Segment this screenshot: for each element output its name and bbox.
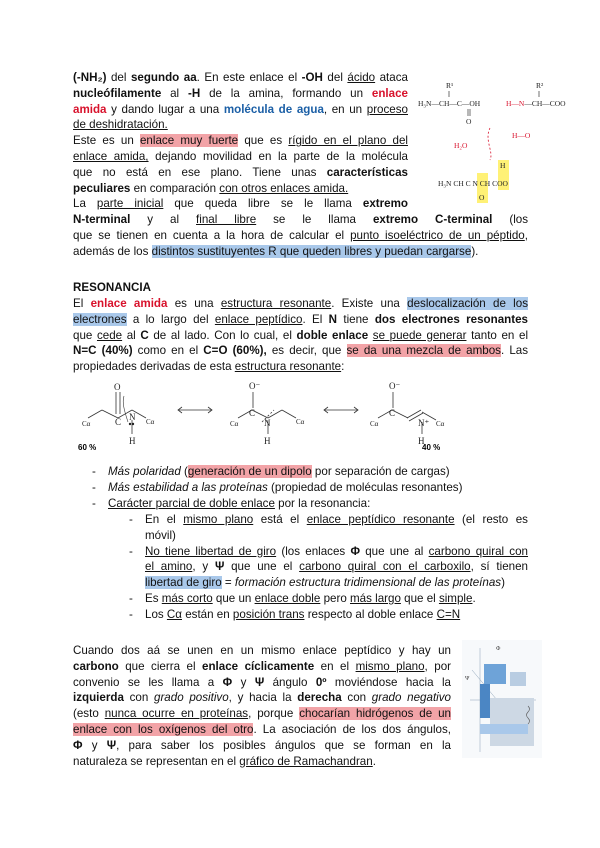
- text-line: [73, 212, 528, 228]
- region: [490, 698, 534, 746]
- text-run: que: [73, 328, 97, 342]
- text-line: [73, 117, 408, 133]
- text-run: carbono quiral con el carboxilo: [299, 560, 471, 574]
- text-run: (propiedad de moléculas resonantes): [267, 480, 463, 494]
- text-run: con: [341, 691, 372, 705]
- text-run: C=N: [436, 607, 461, 621]
- text-run: enlace amida,: [73, 149, 149, 163]
- r2-label: R²: [536, 81, 544, 90]
- text-run: Cα: [166, 607, 182, 621]
- text-run: chocarían hidrógenos de un: [299, 707, 451, 721]
- text-run: enlace cíclicamente: [202, 659, 315, 673]
- text-run: Cuando dos aá se unen en un mismo enlace peptídico y hay un: [73, 644, 451, 657]
- atom-n: N: [129, 412, 136, 422]
- text-run: de la amina, formando un: [200, 86, 372, 100]
- product-molecule: H₃N CH C N CH COO: [438, 179, 508, 188]
- text-run: carbono: [73, 659, 119, 673]
- bond: [282, 410, 296, 418]
- properties-sublist: [145, 512, 528, 623]
- atom-c: C: [389, 408, 396, 418]
- section-heading-resonancia: RESONANCIA: [73, 281, 151, 294]
- text-run: deslocalización de los: [407, 297, 528, 310]
- text-run: dejando movilidad en la parte de la molécula: [148, 149, 409, 163]
- text-run: generación de un dipolo: [187, 465, 312, 478]
- text-run: .: [372, 754, 376, 768]
- text-run: No tiene libertad de giro: [145, 544, 277, 558]
- prod-h-label: H: [500, 161, 506, 170]
- atom-ca: Cα: [296, 418, 305, 426]
- text-run: pero: [320, 591, 350, 605]
- text-run: Φ: [350, 544, 360, 558]
- region: [480, 684, 490, 718]
- text-run: final libre: [196, 213, 257, 226]
- lone-pair: [129, 423, 131, 425]
- text-run: tiene: [337, 312, 375, 326]
- text-run: que se tienen en cuenta a la hora de calcular el: [73, 228, 351, 242]
- text-run: respecto al doble enlace: [304, 607, 437, 621]
- text-line: [73, 196, 408, 212]
- text-run: características: [326, 165, 408, 179]
- text-run: tanto en el: [466, 328, 529, 342]
- text-run: extremo: [362, 197, 408, 211]
- text-run: N-terminal: [73, 213, 131, 226]
- text-run: (: [180, 465, 188, 478]
- text-run: -OH: [301, 71, 323, 84]
- text-line: [73, 86, 408, 102]
- atom-ca: Cα: [436, 420, 445, 428]
- text-line: [73, 754, 451, 770]
- ho-label: H—O: [512, 131, 531, 140]
- region: [480, 724, 528, 734]
- text-run: de al lado. Con lo cual, el: [148, 328, 297, 342]
- text-run: :: [341, 360, 345, 374]
- list-item: [108, 496, 528, 512]
- text-run: derecha: [297, 691, 342, 705]
- text-run: que el: [400, 591, 439, 605]
- text-run: el amino: [145, 560, 193, 574]
- right-molecule-h: H—N: [506, 99, 525, 108]
- text-run: 0º: [315, 675, 327, 689]
- paragraph-resonancia: [73, 296, 528, 375]
- text-run: .: [472, 591, 476, 605]
- text-line: [73, 722, 451, 738]
- text-run: está el: [253, 513, 307, 526]
- text-run: distintos sustituyentes R que queden libres y puedan cargarse: [151, 244, 472, 258]
- text-run: formación estructura tridimensional de las proteínas: [234, 576, 502, 590]
- properties-list: [108, 464, 528, 511]
- text-line: [73, 102, 408, 118]
- text-run: molécula de agua: [223, 102, 324, 116]
- prod-o-label: O: [479, 193, 485, 202]
- text-line: [73, 133, 408, 149]
- lone-pair: [132, 423, 134, 425]
- text-run: cede: [96, 328, 123, 342]
- resonance-structures-figure: [78, 380, 508, 456]
- text-run: enlace muy fuerte: [139, 134, 239, 148]
- paragraph-amide-formation: [73, 70, 408, 212]
- text-run: enlace con los oxígenos del otro: [73, 722, 254, 736]
- text-line: [73, 296, 528, 312]
- atom-o: O: [114, 382, 121, 392]
- text-run: mismo plano: [355, 659, 425, 673]
- text-run: estructura resonante: [220, 297, 332, 310]
- text-line: [73, 244, 528, 260]
- text-run: . Existe una: [331, 297, 408, 310]
- list-item: [145, 607, 528, 623]
- text-run: rígido en el plano del: [288, 134, 408, 148]
- left-molecule: H₃N—CH—C—OH: [418, 99, 481, 108]
- properties-bullets: [108, 464, 528, 511]
- text-run: que cierra el: [118, 659, 203, 673]
- text-run: del: [106, 71, 131, 84]
- text-run: En el: [145, 513, 184, 526]
- text-run: Es: [145, 591, 162, 605]
- text-run: Carácter parcial de doble enlace: [108, 496, 275, 510]
- text-run: en comparación: [130, 181, 220, 195]
- text-run: y: [82, 738, 107, 752]
- resonance-arrow: [324, 407, 358, 413]
- text-run: El: [73, 297, 91, 310]
- peptide-bond-reaction-figure: [414, 78, 584, 203]
- text-run: Ψ: [214, 560, 225, 574]
- atom-o-minus: O⁻: [249, 381, 261, 391]
- text-line: [73, 70, 408, 86]
- text-run: que une al: [359, 544, 429, 558]
- text-run: Los: [145, 607, 167, 621]
- ramachandran-figure: [462, 640, 542, 758]
- resonance-arrow: [178, 407, 212, 413]
- text-run: C: [140, 328, 149, 342]
- list-item: [145, 591, 528, 607]
- text-run: y: [232, 675, 255, 689]
- text-run: Este es un: [73, 134, 140, 148]
- atom-c: C: [115, 417, 122, 427]
- paragraph-amide-formation-cont: [73, 212, 528, 259]
- right-molecule: H—N—CH—COO: [506, 99, 566, 108]
- resonance-structure-1: [88, 392, 146, 434]
- text-run: Más estabilidad a las proteínas: [108, 480, 268, 494]
- text-line: [73, 328, 528, 344]
- atom-c: C: [249, 408, 256, 418]
- text-line: [73, 312, 528, 328]
- text-run: (esto: [73, 707, 105, 721]
- text-run: punto isoeléctrico de un péptido: [350, 228, 525, 242]
- bond: [268, 410, 282, 418]
- r1-label: R¹: [446, 81, 454, 90]
- text-run: , por: [424, 659, 452, 673]
- text-run: mismo plano: [183, 513, 254, 526]
- text-line: [73, 359, 528, 375]
- text-run: (los: [492, 213, 529, 226]
- text-run: que une el: [224, 560, 300, 574]
- atom-ca: Cα: [82, 420, 91, 428]
- properties-subbullets: [145, 512, 528, 623]
- psi-label: Ψ: [465, 676, 470, 682]
- text-line: [73, 149, 408, 165]
- text-run: , para saber los posibles ángulos que se forman en la: [116, 738, 451, 752]
- text-run: más largo: [350, 591, 401, 605]
- text-run: al: [122, 328, 141, 342]
- text-run: por la resonancia:: [274, 496, 371, 510]
- atom-n-plus: N⁺: [418, 418, 430, 428]
- text-run: -H: [187, 86, 201, 100]
- text-run: que un: [212, 591, 255, 605]
- text-run: libertad de giro: [145, 576, 222, 590]
- text-run: gráfico de Ramachandran: [239, 754, 373, 768]
- pct-label-right: 40 %: [422, 443, 441, 452]
- text-run: moviéndose hacia la: [326, 675, 452, 689]
- text-run: nunca ocurre en proteínas: [104, 707, 249, 721]
- text-run: con: [123, 691, 154, 705]
- paragraph-ramachandran: [73, 643, 451, 769]
- text-run: izquierda: [73, 691, 124, 705]
- text-line: [73, 165, 408, 181]
- list-item: [108, 464, 528, 480]
- text-run: parte inicial: [96, 197, 164, 211]
- text-run: , y hacia la: [228, 691, 298, 705]
- text-run: C=O (60%),: [203, 344, 267, 358]
- atom-ca: Cα: [146, 418, 155, 426]
- text-run: grado negativo: [371, 691, 451, 705]
- atom-n: N: [264, 418, 271, 428]
- list-item: [108, 480, 528, 496]
- electron-arrow: [123, 396, 128, 422]
- text-run: La: [73, 197, 97, 211]
- text-run: amida: [73, 102, 107, 116]
- text-run: =: [221, 576, 235, 590]
- text-run: enlace amida: [90, 297, 168, 310]
- o-label: O: [466, 117, 472, 126]
- text-run: se puede generar: [372, 328, 467, 342]
- text-run: ).: [471, 244, 479, 258]
- text-run: extremo C-terminal: [372, 213, 493, 226]
- bond: [88, 410, 102, 418]
- atom-h: H: [129, 436, 136, 446]
- text-run: carbono quiral con: [428, 544, 529, 558]
- reaction-arrow: [488, 128, 491, 160]
- text-run: como en el: [132, 344, 204, 358]
- text-run: al: [161, 86, 188, 100]
- text-run: estructura resonante: [234, 360, 342, 374]
- water-label: H₂O: [454, 141, 468, 150]
- text-run: móvil): [145, 528, 176, 542]
- text-run: ángulo: [264, 675, 316, 689]
- text-line: [145, 544, 528, 560]
- bond: [407, 410, 421, 418]
- text-run: (el resto es: [454, 513, 528, 526]
- text-run: (los enlaces: [276, 544, 351, 558]
- region: [510, 672, 526, 686]
- text-run: enlace: [371, 86, 408, 100]
- text-line: [145, 512, 528, 528]
- text-run: se le llama: [256, 213, 373, 226]
- text-run: . El: [302, 312, 329, 326]
- text-run: naturaleza se representan en el: [73, 754, 240, 768]
- text-run: por separación de cargas): [311, 465, 450, 478]
- text-run: enlace peptídico resonante: [306, 513, 455, 526]
- list-item: [145, 544, 528, 591]
- text-line: [145, 528, 528, 544]
- text-run: nucleófilamente: [73, 86, 162, 100]
- text-run: Φ: [222, 675, 233, 689]
- text-run: están en: [182, 607, 233, 621]
- text-run: más corto: [161, 591, 213, 605]
- text-run: que es: [238, 134, 289, 148]
- text-run: ,: [524, 228, 528, 242]
- text-run: y al: [130, 213, 197, 226]
- phi-label: Φ: [496, 646, 501, 652]
- text-run: que queda libre se le llama: [163, 197, 363, 211]
- text-run: Ψ: [106, 738, 117, 752]
- text-run: grado positivo: [154, 691, 229, 705]
- text-line: [73, 659, 451, 675]
- atom-ca: Cα: [370, 420, 379, 428]
- text-run: convenio se les llama a: [73, 675, 223, 689]
- text-run: dos electrones resonantes: [374, 312, 528, 326]
- text-run: del: [322, 71, 348, 84]
- text-run: se da una mezcla de ambos: [346, 344, 501, 358]
- text-run: es una: [167, 297, 221, 310]
- text-run: ): [501, 576, 505, 590]
- text-line: [73, 643, 451, 659]
- text-run: peculiares: [73, 181, 131, 195]
- text-run: y dando lugar a una: [106, 102, 224, 116]
- text-line: [73, 738, 451, 754]
- text-run: que no está en ese plano. Tiene unas: [73, 165, 327, 179]
- text-run: ataca: [375, 71, 408, 84]
- list-item: [145, 512, 528, 544]
- text-run: simple: [438, 591, 473, 605]
- atom-o-minus: O⁻: [389, 381, 401, 391]
- text-run: enlace peptídico: [214, 312, 303, 326]
- pct-label-left: 60 %: [78, 443, 97, 452]
- text-run: en el: [314, 659, 356, 673]
- text-run: posición trans: [232, 607, 305, 621]
- text-line: [73, 706, 451, 722]
- text-run: . Las: [500, 344, 529, 358]
- text-line: [73, 690, 451, 706]
- text-run: propiedades derivadas de esta: [73, 360, 235, 374]
- text-line: [73, 675, 451, 691]
- text-run: , y: [192, 560, 215, 574]
- text-run: enlace doble: [254, 591, 321, 605]
- text-run: electrones: [73, 312, 127, 326]
- text-run: , en un: [323, 102, 367, 116]
- atom-h: H: [418, 436, 425, 446]
- text-run: (-NH₂): [73, 71, 107, 84]
- text-run: ácido: [347, 71, 376, 84]
- text-run: segundo aa: [130, 71, 197, 84]
- text-run: N=C (40%): [73, 344, 133, 358]
- text-run: Ψ: [254, 675, 265, 689]
- text-run: a lo largo del: [126, 312, 215, 326]
- text-run: . La asociación de los dos ángulos,: [253, 722, 451, 736]
- text-run: , sí tienen: [470, 560, 528, 574]
- text-run: N: [328, 312, 338, 326]
- text-run: con otros enlaces amida.: [219, 181, 349, 195]
- text-line: [73, 228, 528, 244]
- text-run: . En este enlace el: [196, 71, 302, 84]
- atom-h: H: [264, 436, 271, 446]
- text-run: además de los: [73, 244, 152, 258]
- text-run: Más polaridad: [108, 465, 181, 478]
- text-run: proceso: [366, 102, 408, 116]
- text-line: [73, 181, 408, 197]
- text-run: , porque: [248, 707, 300, 721]
- text-run: doble enlace: [296, 328, 369, 342]
- text-run: Φ: [73, 738, 83, 752]
- text-line: [145, 575, 528, 591]
- atom-ca: Cα: [230, 420, 239, 428]
- text-run: de deshidratación.: [73, 118, 168, 132]
- text-line: [73, 343, 528, 359]
- text-line: [145, 559, 528, 575]
- region: [484, 664, 506, 684]
- text-run: es decir, que: [266, 344, 347, 358]
